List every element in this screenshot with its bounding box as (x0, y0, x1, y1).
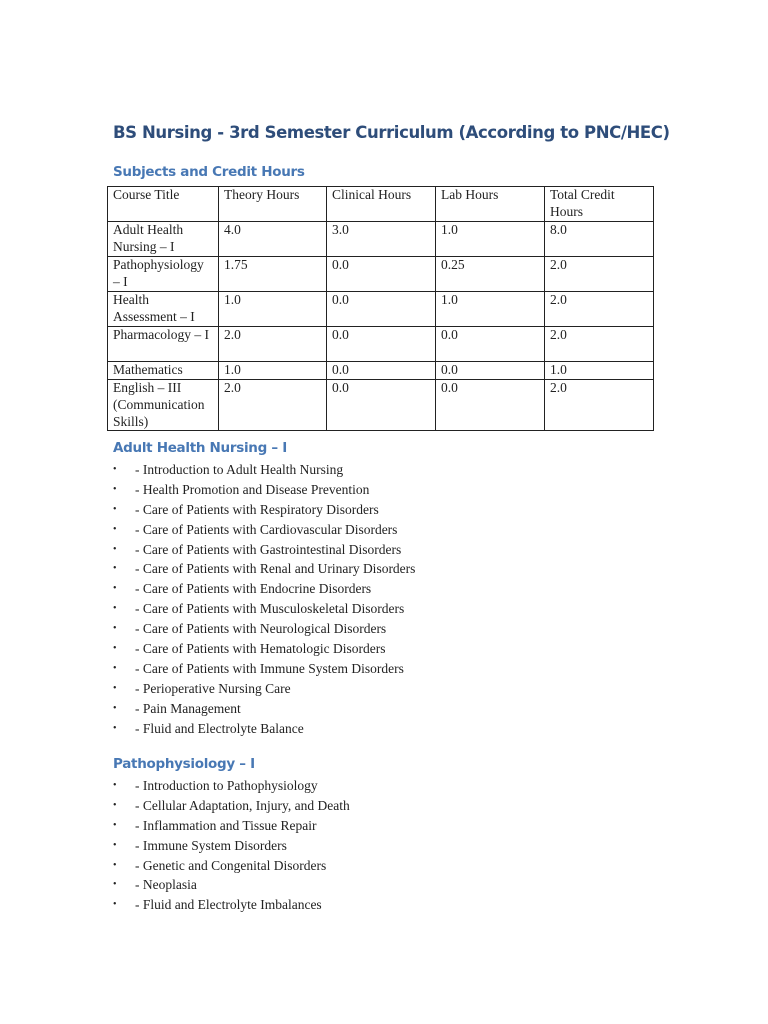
list-item (113, 540, 415, 560)
topic-text: - Inflammation and Tissue Repair (135, 817, 317, 833)
table-row (108, 327, 654, 362)
bullet-icon: • (113, 799, 117, 811)
table-cell: 2.0 (545, 380, 654, 431)
table-cell: 0.0 (436, 362, 545, 380)
table-cell: 2.0 (545, 327, 654, 362)
table-cell: Pharmacology – I (108, 327, 219, 362)
list-item (113, 776, 350, 796)
bullet-icon: • (113, 702, 117, 714)
topic-text: - Care of Patients with Renal and Urinary Disorders (135, 561, 416, 577)
list-item (113, 875, 350, 895)
table-row (108, 292, 654, 327)
table-cell: 1.0 (436, 292, 545, 327)
bullet-icon: • (113, 819, 117, 831)
bullet-icon: • (113, 464, 117, 475)
list-item (113, 659, 415, 679)
topic-text: - Introduction to Pathophysiology (135, 778, 318, 793)
list-item (113, 895, 350, 915)
table-cell: 1.0 (545, 362, 654, 380)
table-cell: Mathematics (108, 362, 219, 380)
topic-text: - Care of Patients with Neurological Disorders (135, 621, 387, 637)
table-cell: 1.0 (436, 222, 545, 257)
bullet-icon: • (113, 623, 117, 635)
bullet-icon: • (113, 899, 117, 911)
bullet-icon: • (113, 722, 117, 734)
bullet-icon: • (113, 543, 117, 555)
topic-text: - Perioperative Nursing Care (135, 680, 291, 696)
topic-text: - Fluid and Electrolyte Balance (135, 720, 304, 736)
table-cell: 0.25 (436, 257, 545, 292)
bullet-icon: • (113, 682, 117, 694)
topic-text: - Neoplasia (135, 877, 197, 893)
table-cell: 0.0 (327, 327, 436, 362)
document-title: BS Nursing - 3rd Semester Curriculum (According to PNC/HEC) (113, 123, 670, 142)
adult-health-nursing-heading: Adult Health Nursing – I (113, 440, 287, 456)
table-cell: 3.0 (327, 222, 436, 257)
topic-text: - Immune System Disorders (135, 837, 287, 853)
topic-text: - Pain Management (135, 700, 241, 716)
table-row (108, 222, 654, 257)
table-cell: 2.0 (545, 292, 654, 327)
list-item (113, 856, 350, 876)
list-item (113, 639, 415, 659)
table-cell: 0.0 (327, 257, 436, 292)
column-header: Total Credit Hours (545, 187, 654, 222)
topic-text: - Cellular Adaptation, Injury, and Death (135, 797, 350, 813)
topic-text: - Care of Patients with Musculoskeletal Disorders (135, 601, 405, 617)
topic-text: - Care of Patients with Cardiovascular Disorders (135, 521, 398, 537)
table-cell: 0.0 (436, 380, 545, 431)
list-item (113, 836, 350, 856)
table-cell: English – III (Communication Skills) (108, 380, 219, 431)
pathophysiology-heading: Pathophysiology – I (113, 756, 255, 772)
table-row (108, 380, 654, 431)
table-cell: 1.0 (219, 362, 327, 380)
bullet-icon: • (113, 879, 117, 891)
table-cell: 4.0 (219, 222, 327, 257)
table-cell: Health Assessment – I (108, 292, 219, 327)
credit-hours-table (107, 186, 654, 431)
topic-text: - Introduction to Adult Health Nursing (135, 462, 344, 477)
table-cell: Pathophysiology – I (108, 257, 219, 292)
table-cell: 0.0 (327, 380, 436, 431)
table-header-row (108, 187, 654, 222)
list-item (113, 579, 415, 599)
bullet-icon: • (113, 603, 117, 615)
bullet-icon: • (113, 483, 117, 495)
list-item (113, 619, 415, 639)
list-item (113, 480, 415, 500)
table-cell: 1.75 (219, 257, 327, 292)
bullet-icon: • (113, 662, 117, 674)
list-item (113, 679, 415, 699)
list-item (113, 816, 350, 836)
column-header: Course Title (108, 187, 219, 222)
table-cell: Adult Health Nursing – I (108, 222, 219, 257)
bullet-icon: • (113, 563, 117, 575)
list-item (113, 599, 415, 619)
table-cell: 2.0 (545, 257, 654, 292)
pathophysiology-topics-list (113, 776, 350, 915)
topic-text: - Care of Patients with Immune System Disorders (135, 660, 404, 676)
bullet-icon: • (113, 839, 117, 851)
bullet-icon: • (113, 583, 117, 595)
topic-text: - Health Promotion and Disease Prevention (135, 481, 370, 497)
topic-text: - Genetic and Congenital Disorders (135, 857, 327, 873)
topic-text: - Fluid and Electrolyte Imbalances (135, 897, 322, 913)
bullet-icon: • (113, 780, 117, 791)
column-header: Theory Hours (219, 187, 327, 222)
table-cell: 0.0 (327, 292, 436, 327)
table-cell: 2.0 (219, 327, 327, 362)
subjects-heading: Subjects and Credit Hours (113, 164, 305, 180)
bullet-icon: • (113, 859, 117, 871)
table-row (108, 362, 654, 380)
topic-text: - Care of Patients with Hematologic Disorders (135, 641, 386, 657)
topic-text: - Care of Patients with Gastrointestinal Disorders (135, 541, 402, 557)
column-header: Clinical Hours (327, 187, 436, 222)
table-cell: 1.0 (219, 292, 327, 327)
table-cell: 2.0 (219, 380, 327, 431)
adult-health-topics-list (113, 460, 415, 738)
list-item (113, 460, 415, 480)
list-item (113, 719, 415, 739)
table-cell: 8.0 (545, 222, 654, 257)
bullet-icon: • (113, 503, 117, 515)
list-item (113, 559, 415, 579)
bullet-icon: • (113, 523, 117, 535)
topic-text: - Care of Patients with Endocrine Disorders (135, 581, 372, 597)
table-cell: 0.0 (327, 362, 436, 380)
table-cell: 0.0 (436, 327, 545, 362)
list-item (113, 500, 415, 520)
column-header: Lab Hours (436, 187, 545, 222)
list-item (113, 520, 415, 540)
table-row (108, 257, 654, 292)
list-item (113, 796, 350, 816)
topic-text: - Care of Patients with Respiratory Disorders (135, 501, 379, 517)
bullet-icon: • (113, 643, 117, 655)
list-item (113, 699, 415, 719)
